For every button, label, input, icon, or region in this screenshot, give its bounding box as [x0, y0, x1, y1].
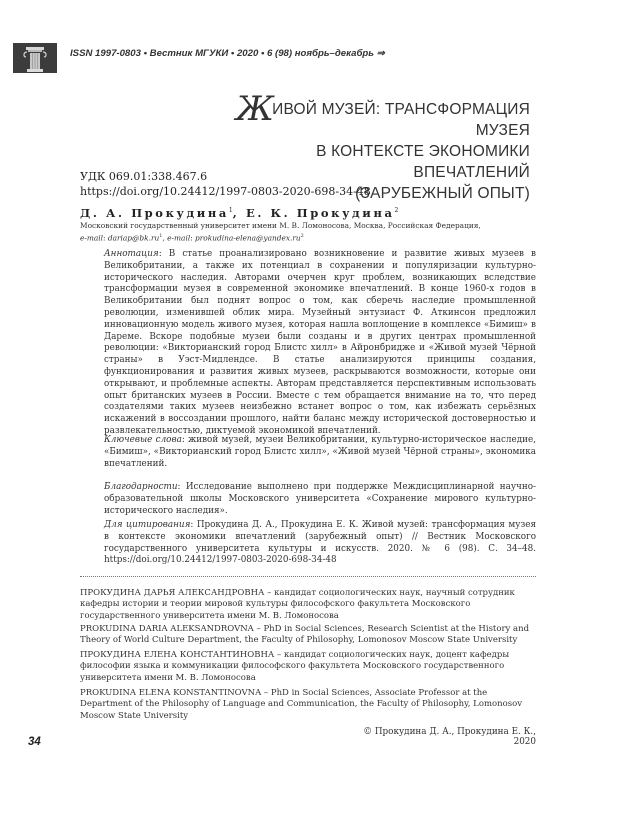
citation-label: Для цитирования — [104, 520, 191, 530]
title-line-2: В КОНТЕКСТЕ ЭКОНОМИКИ ВПЕЧАТЛЕНИЙ — [316, 143, 530, 181]
header-separator: • — [143, 48, 147, 59]
bio-en-1: PROKUDINA DARIA ALEKSANDROVNA – PhD in Social Sciences, Research Scientist at the History and Theory of World Culture Department, the Faculty of Philosophy, Lomonosov Moscow State University — [80, 624, 530, 646]
journal-name: Вестник МГУКИ — [149, 48, 229, 59]
abstract — [104, 249, 536, 438]
university-name: Московский государственный университет имени М. В. Ломоносова, Москва, Российская Федерация, — [80, 221, 481, 230]
page-number: 34 — [28, 736, 41, 748]
email-2[interactable]: prokudina-elena@yandex.ru — [195, 233, 301, 243]
author-2: Е. К. Прокудина — [245, 206, 395, 220]
issue-year: 2020 — [236, 48, 259, 59]
author-1-sup: 1 — [228, 207, 233, 215]
affiliation — [80, 221, 540, 243]
bio-ru-1: ПРОКУДИНА ДАРЬЯ АЛЕКСАНДРОВНА – кандидат социологических наук, научный сотрудник кафедры истории и теории мировой культуры философского факультета Московского государственного университета имени М. В. Ломоносова — [80, 588, 515, 621]
emails: e-mail: $dariap@bk.ru^1$, e-mail: prokudina-$elena@yandex.ru^2$ — [80, 233, 304, 243]
divider — [80, 576, 536, 577]
doi-link[interactable]: https://doi.org/10.24412/1997-0803-2020-698-34-48 — [80, 185, 371, 198]
citation-text: : Прокудина Д. А., Прокудина Е. К. Живой музей: трансформация музея в контексте экономики впечатлений (зарубежный опыт) // Вестник Московского государственного университета культуры и искусств. 2020. № 6 (98). С. 34–48. https://doi.org/10.24412/1997-0803-2020-698-34-48 — [104, 520, 536, 566]
issue-number: 6 (98) ноябрь–декабрь — [267, 48, 374, 59]
bio-en-2: PROKUDINA ELENA KONSTANTINOVNA – PhD in Social Sciences, Associate Professor at the Department of the Philosophy of Language and Communication, the Faculty of Philosophy, Lomonosov Moscow State University — [80, 688, 522, 721]
column-logo-icon — [13, 43, 57, 73]
running-header — [70, 48, 385, 59]
bio-ru-2: ПРОКУДИНА ЕЛЕНА КОНСТАНТИНОВНА – кандидат социологических наук, доцент кафедры философии языка и коммуникации философского факультета Московского государственного университета имени М. В. Ломоносова — [80, 650, 510, 683]
abstract-label: Аннотация — [104, 249, 159, 259]
acknowledgments-text: : Исследование выполнено при поддержке Междисциплинарной научно-образовательной школы Московского университета «Сохранение мирового культурно-исторического наследия». — [104, 482, 536, 516]
copyright: © Прокудина Д. А., Прокудина Е. К., 2020 — [363, 727, 536, 747]
udc-code: УДК 069.01:338.467.6 — [80, 170, 208, 183]
keywords-label: Ключевые слова — [104, 435, 182, 445]
author-1: Д. А. Прокудина — [80, 206, 229, 220]
citation — [104, 520, 536, 567]
acknowledgments — [104, 482, 536, 517]
author-2-sup: 2 — [394, 207, 399, 215]
title-line-1: ЖИВОЙ МУЗЕЙ: ТРАНСФОРМАЦИЯ МУЗЕЯ — [235, 89, 530, 139]
keywords-text: : живой музей, музеи Великобритании, культурно-историческое наследие, «Бимиш», «Викторианский город Блистс хилл», «Живой музей Чёрной страны», экономика впечатлений. — [104, 435, 536, 469]
authors-line: Д. А. Прокудина$^1$, Е. К. Прокудина$^2$ — [80, 206, 399, 220]
arrow-icon: ⇒ — [376, 48, 385, 59]
abstract-text: : В статье проанализировано возникновение и развитие живых музеев в Великобритании, а также их потенциал в сохранении и популяризации культурно-исторического наследия. Авторами очерчен круг проблем, возникающих вследствие трансформации музея в современной экономике впечатлений. В конце 1960-х годов в Великобритании был поднят вопрос о том, как сберечь наследие промышленной революции, изменившей облик мира. Музейный энтузиаст Ф. Аткинсон предложил инновационную модель живого музея, которая нашла воплощение в комплексе «Бимиш» в Дареме. Вскоре подобные музеи были созданы и в других центрах промышленной революции: «Викторианский город Блистс хилл» в Айронбридже и «Живой музей Чёрной страны» в Уэст-Мидлендсе. В статье анализируются принципы создания, функционирования и развития живых музеев, раскрываются возможности, которые они открывают, и проблемные аспекты. Авторам представляется перспективным использовать опыт британских музеев в России. Вместе с тем обращается внимание на то, что перед создателями таких музеев неизбежно встанет вопрос о том, как избежать серьёзных искажений в воссоздании прошлого, найти баланс между исторической достоверностью и развлекательностью, диктуемой экономикой впечатлений. — [104, 249, 536, 436]
title-drop-cap: Ж — [235, 89, 275, 129]
keywords — [104, 435, 536, 470]
issn: ISSN 1997-0803 — [70, 48, 141, 59]
acknowledgments-label: Благодарности — [104, 482, 178, 492]
title-line-3: (ЗАРУБЕЖНЫЙ ОПЫТ) — [355, 185, 530, 202]
header-separator: • — [260, 48, 265, 59]
email-1[interactable]: dariap@bk.ru — [107, 233, 160, 243]
journal-logo — [13, 43, 57, 73]
header-separator: • — [230, 48, 235, 59]
